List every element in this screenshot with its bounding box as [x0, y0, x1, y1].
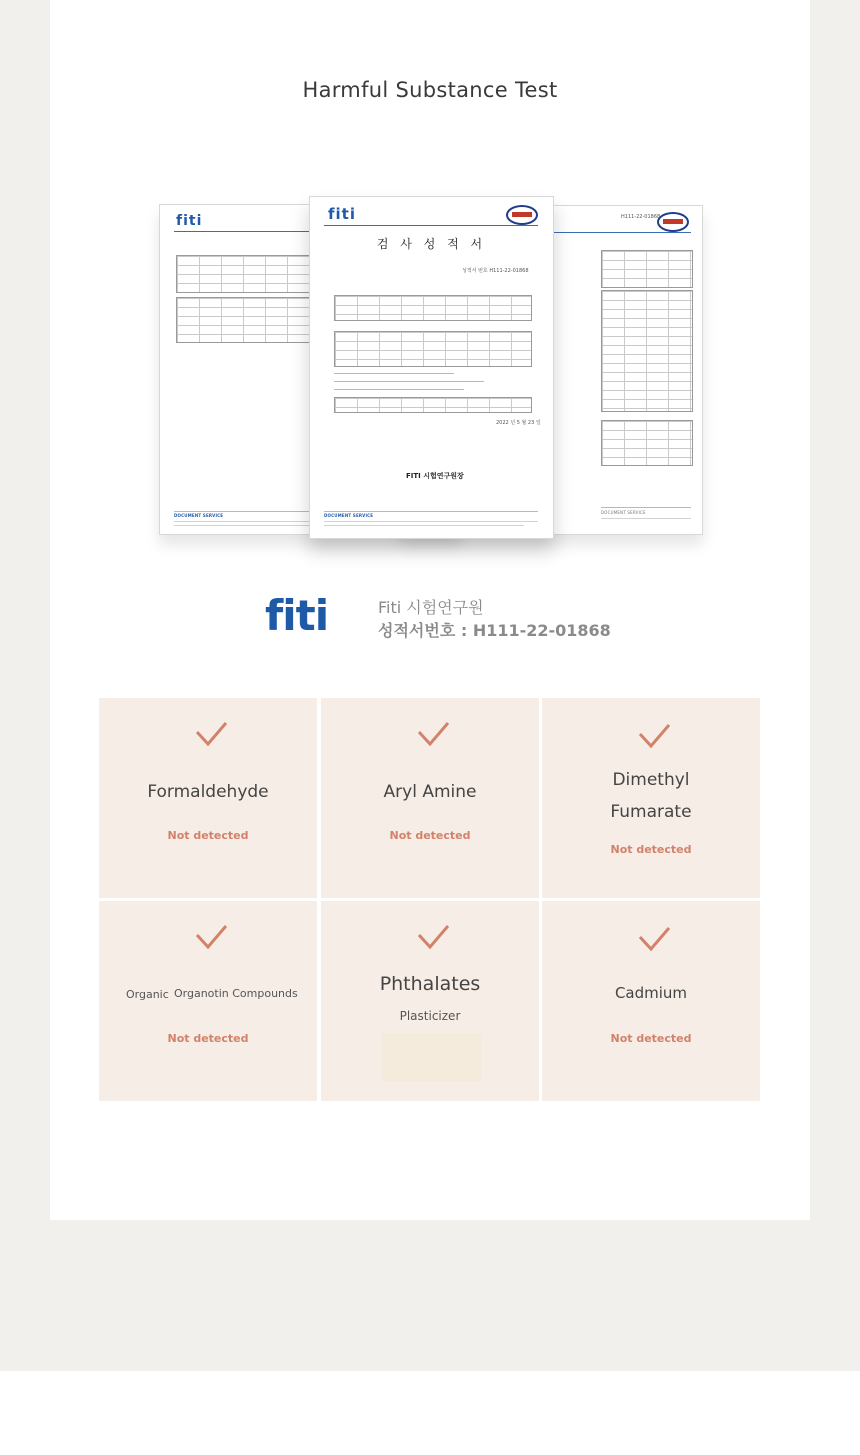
institute-name: Fiti 시험연구원 — [378, 598, 484, 617]
certificate-number: 성적서번호 : H111-22-01868 — [378, 621, 611, 640]
status-label: Not detected — [167, 1032, 249, 1045]
fiti-logo-small: fiti — [328, 205, 356, 223]
check-icon — [417, 923, 449, 951]
substance-name-line2: Fumarate — [610, 802, 692, 822]
certificate-date: 2022 년 5 월 23 일 — [496, 420, 541, 426]
status-label: Not detected — [167, 829, 249, 842]
result-card-cadmium — [542, 901, 760, 1101]
result-card-aryl-amine — [321, 698, 539, 898]
certificate-issuer: FITI 시험연구원장 — [406, 472, 464, 480]
substance-name: Phthalates — [379, 973, 481, 995]
status-label: Not detected — [389, 829, 471, 842]
bottom-strip — [0, 1371, 860, 1455]
check-icon — [195, 923, 227, 951]
status-label: Not detected — [610, 843, 692, 856]
substance-name: Organotin Compounds — [174, 987, 298, 1000]
check-icon — [417, 720, 449, 748]
certificate-heading: 검 사 성 적 서 — [376, 237, 487, 251]
certificate-documents — [50, 190, 810, 550]
status-label: Not detected — [610, 1032, 692, 1045]
result-card-formaldehyde — [99, 698, 317, 898]
content-panel — [50, 0, 810, 1220]
center-cert-number: 성적서 번호 H111-22-01868 — [462, 268, 529, 274]
result-card-dimethyl-fumarate — [542, 698, 760, 898]
substance-name: Formaldehyde — [147, 782, 269, 802]
check-icon — [195, 720, 227, 748]
kolas-badge-icon — [657, 212, 689, 232]
right-cert-number: H111-22-01868 — [621, 214, 661, 220]
substance-name: Cadmium — [614, 984, 688, 1002]
fiti-logo: fiti — [265, 591, 329, 640]
document-service-label: DOCUMENT SERVICE — [324, 513, 374, 518]
placeholder-tag — [381, 1033, 481, 1081]
substance-prefix: Organic — [126, 988, 169, 1001]
right-document-service-label: DOCUMENT SERVICE — [601, 510, 646, 515]
document-service-label: DOCUMENT SERVICE — [174, 513, 224, 518]
result-card-organotin — [99, 901, 317, 1101]
institute-info — [265, 591, 625, 644]
certificate-page-center — [309, 196, 554, 539]
substance-name-line1: Dimethyl — [612, 770, 690, 790]
result-card-phthalates — [321, 901, 539, 1101]
substance-name: Aryl Amine — [383, 782, 477, 802]
page-title: Harmful Substance Test — [302, 78, 558, 102]
check-icon — [638, 925, 670, 953]
fiti-logo-small: fiti — [176, 213, 203, 229]
check-icon — [638, 722, 670, 750]
substance-subtitle: Plasticizer — [399, 1009, 461, 1023]
kolas-badge-icon — [506, 205, 538, 225]
